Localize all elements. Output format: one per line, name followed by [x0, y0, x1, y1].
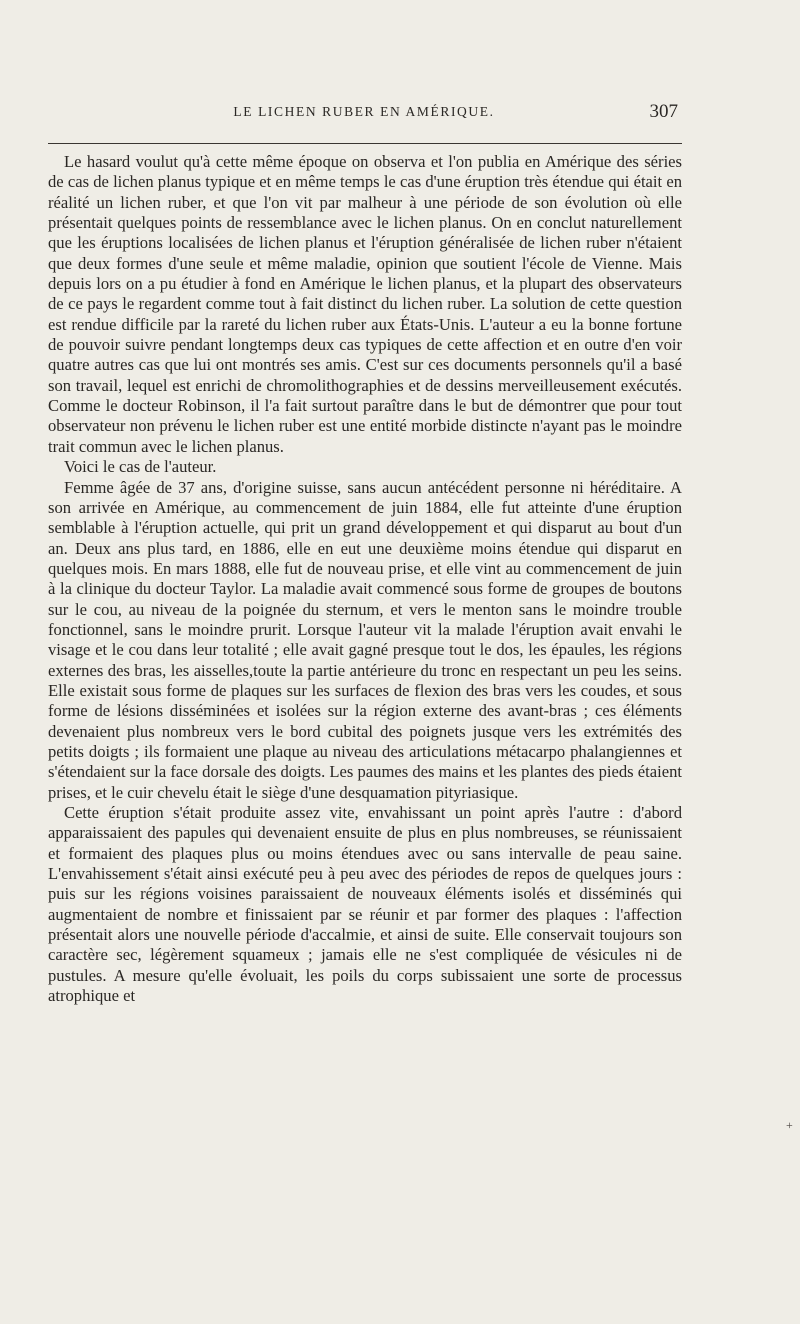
running-head — [48, 101, 680, 128]
header-rule — [48, 143, 682, 144]
paragraph: Cette éruption s'était produite assez vite, envahissant un point après l'autre : d'abord apparaissaient des papules qui devenaient ensuite de plus en plus nombreuses, se réunissaient et formaient des plaques plus ou moins étendues avec ou sans intervalle de peau saine. L'envahissement s'était ainsi exécuté peu à peu avec des périodes de repos de quelques jours : puis sur les régions voisines paraissaient de nouveaux éléments isolés et disséminés qui augmentaient de nombre et finissaient par se réunir et par former des plaques : l'affection présentait alors une nouvelle période d'accalmie, et ainsi de suite. Elle conservait toujours son caractère sec, légèrement squameux ; jamais elle ne s'est compliquée de vésicules ni de pustules. A mesure qu'elle évoluait, les poils du corps subissaient une sorte de processus atrophique et — [48, 803, 682, 1006]
paragraph: Le hasard voulut qu'à cette même époque on observa et l'on publia en Amérique des séries de cas de lichen planus typique et en même temps le cas d'une éruption très étendue qui était en réalité un lichen ruber, et que l'on vit par malheur à une période de son évolution où elle présentait quelques points de ressemblance avec le lichen planus. On en conclut naturellement que les éruptions localisées de lichen planus et l'éruption généralisée de lichen ruber n'étaient que deux formes d'une seule et même maladie, opinion que soutient l'école de Vienne. Mais depuis lors on a pu étudier à fond en Amérique le lichen planus, et la plupart des observateurs de ce pays le regardent comme tout à fait distinct du lichen ruber. La solution de cette question est rendue difficile par la rareté du lichen ruber aux États-Unis. L'auteur a eu la bonne fortune de pouvoir suivre pendant longtemps deux cas typiques de cette affection et en outre d'en voir quatre autres cas que lui ont montrés ses amis. C'est sur ces documents personnels qu'il a basé son travail, lequel est enrichi de chromolithographies et de dessins merveilleusement exécutés. Comme le docteur Robinson, il l'a fait surtout paraître dans le but de démontrer que pour tout observateur non prévenu le lichen ruber est une entité morbide distincte n'ayant pas le moindre trait commun avec le lichen planus. — [48, 152, 682, 456]
running-title: LE LICHEN RUBER EN AMÉRIQUE. — [233, 104, 495, 119]
page-number: 307 — [649, 101, 678, 122]
paragraph: Femme âgée de 37 ans, d'origine suisse, sans aucun antécédent personne ni héréditaire. A son arrivée en Amérique, au commencement de juin 1884, elle fut atteinte d'une éruption semblable à l'éruption actuelle, qui prit un grand développement et qui disparut au bout d'un an. Deux ans plus tard, en 1886, elle en eut une deuxième moins étendue qui disparut en quelques mois. En mars 1888, elle fut de nouveau prise, et elle vint au commencement de juin à la clinique du docteur Taylor. La maladie avait commencé sous forme de groupes de boutons sur le cou, au niveau de la poignée du sternum, et vers le menton sans le moindre trouble fonctionnel, sans le moindre prurit. Lorsque l'auteur vit la malade l'éruption avait envahi le visage et le cou dans leur totalité ; elle avait gagné presque tout le dos, les épaules, les régions externes des bras, les aisselles,toute la partie antérieure du tronc en respectant un peu les seins. Elle existait sous forme de plaques sur les surfaces de flexion des bras vers les coudes, et sous forme de lésions disséminées et isolées sur la région externe des avant-bras ; ces éléments devenaient plus nombreux vers le bord cubital des poignets jusque vers les extrémités des petits doigts ; ils formaient une plaque au niveau des articulations métacarpo phalangiennes et s'étendaient sur la face dorsale des doigts. Les paumes des mains et les plantes des pieds étaient prises, et le cuir chevelu était le siège d'une desquamation pityriasique. — [48, 477, 682, 802]
margin-mark: + — [786, 1118, 793, 1132]
body-text — [48, 152, 682, 1006]
paragraph: Voici le cas de l'auteur. — [64, 457, 217, 477]
